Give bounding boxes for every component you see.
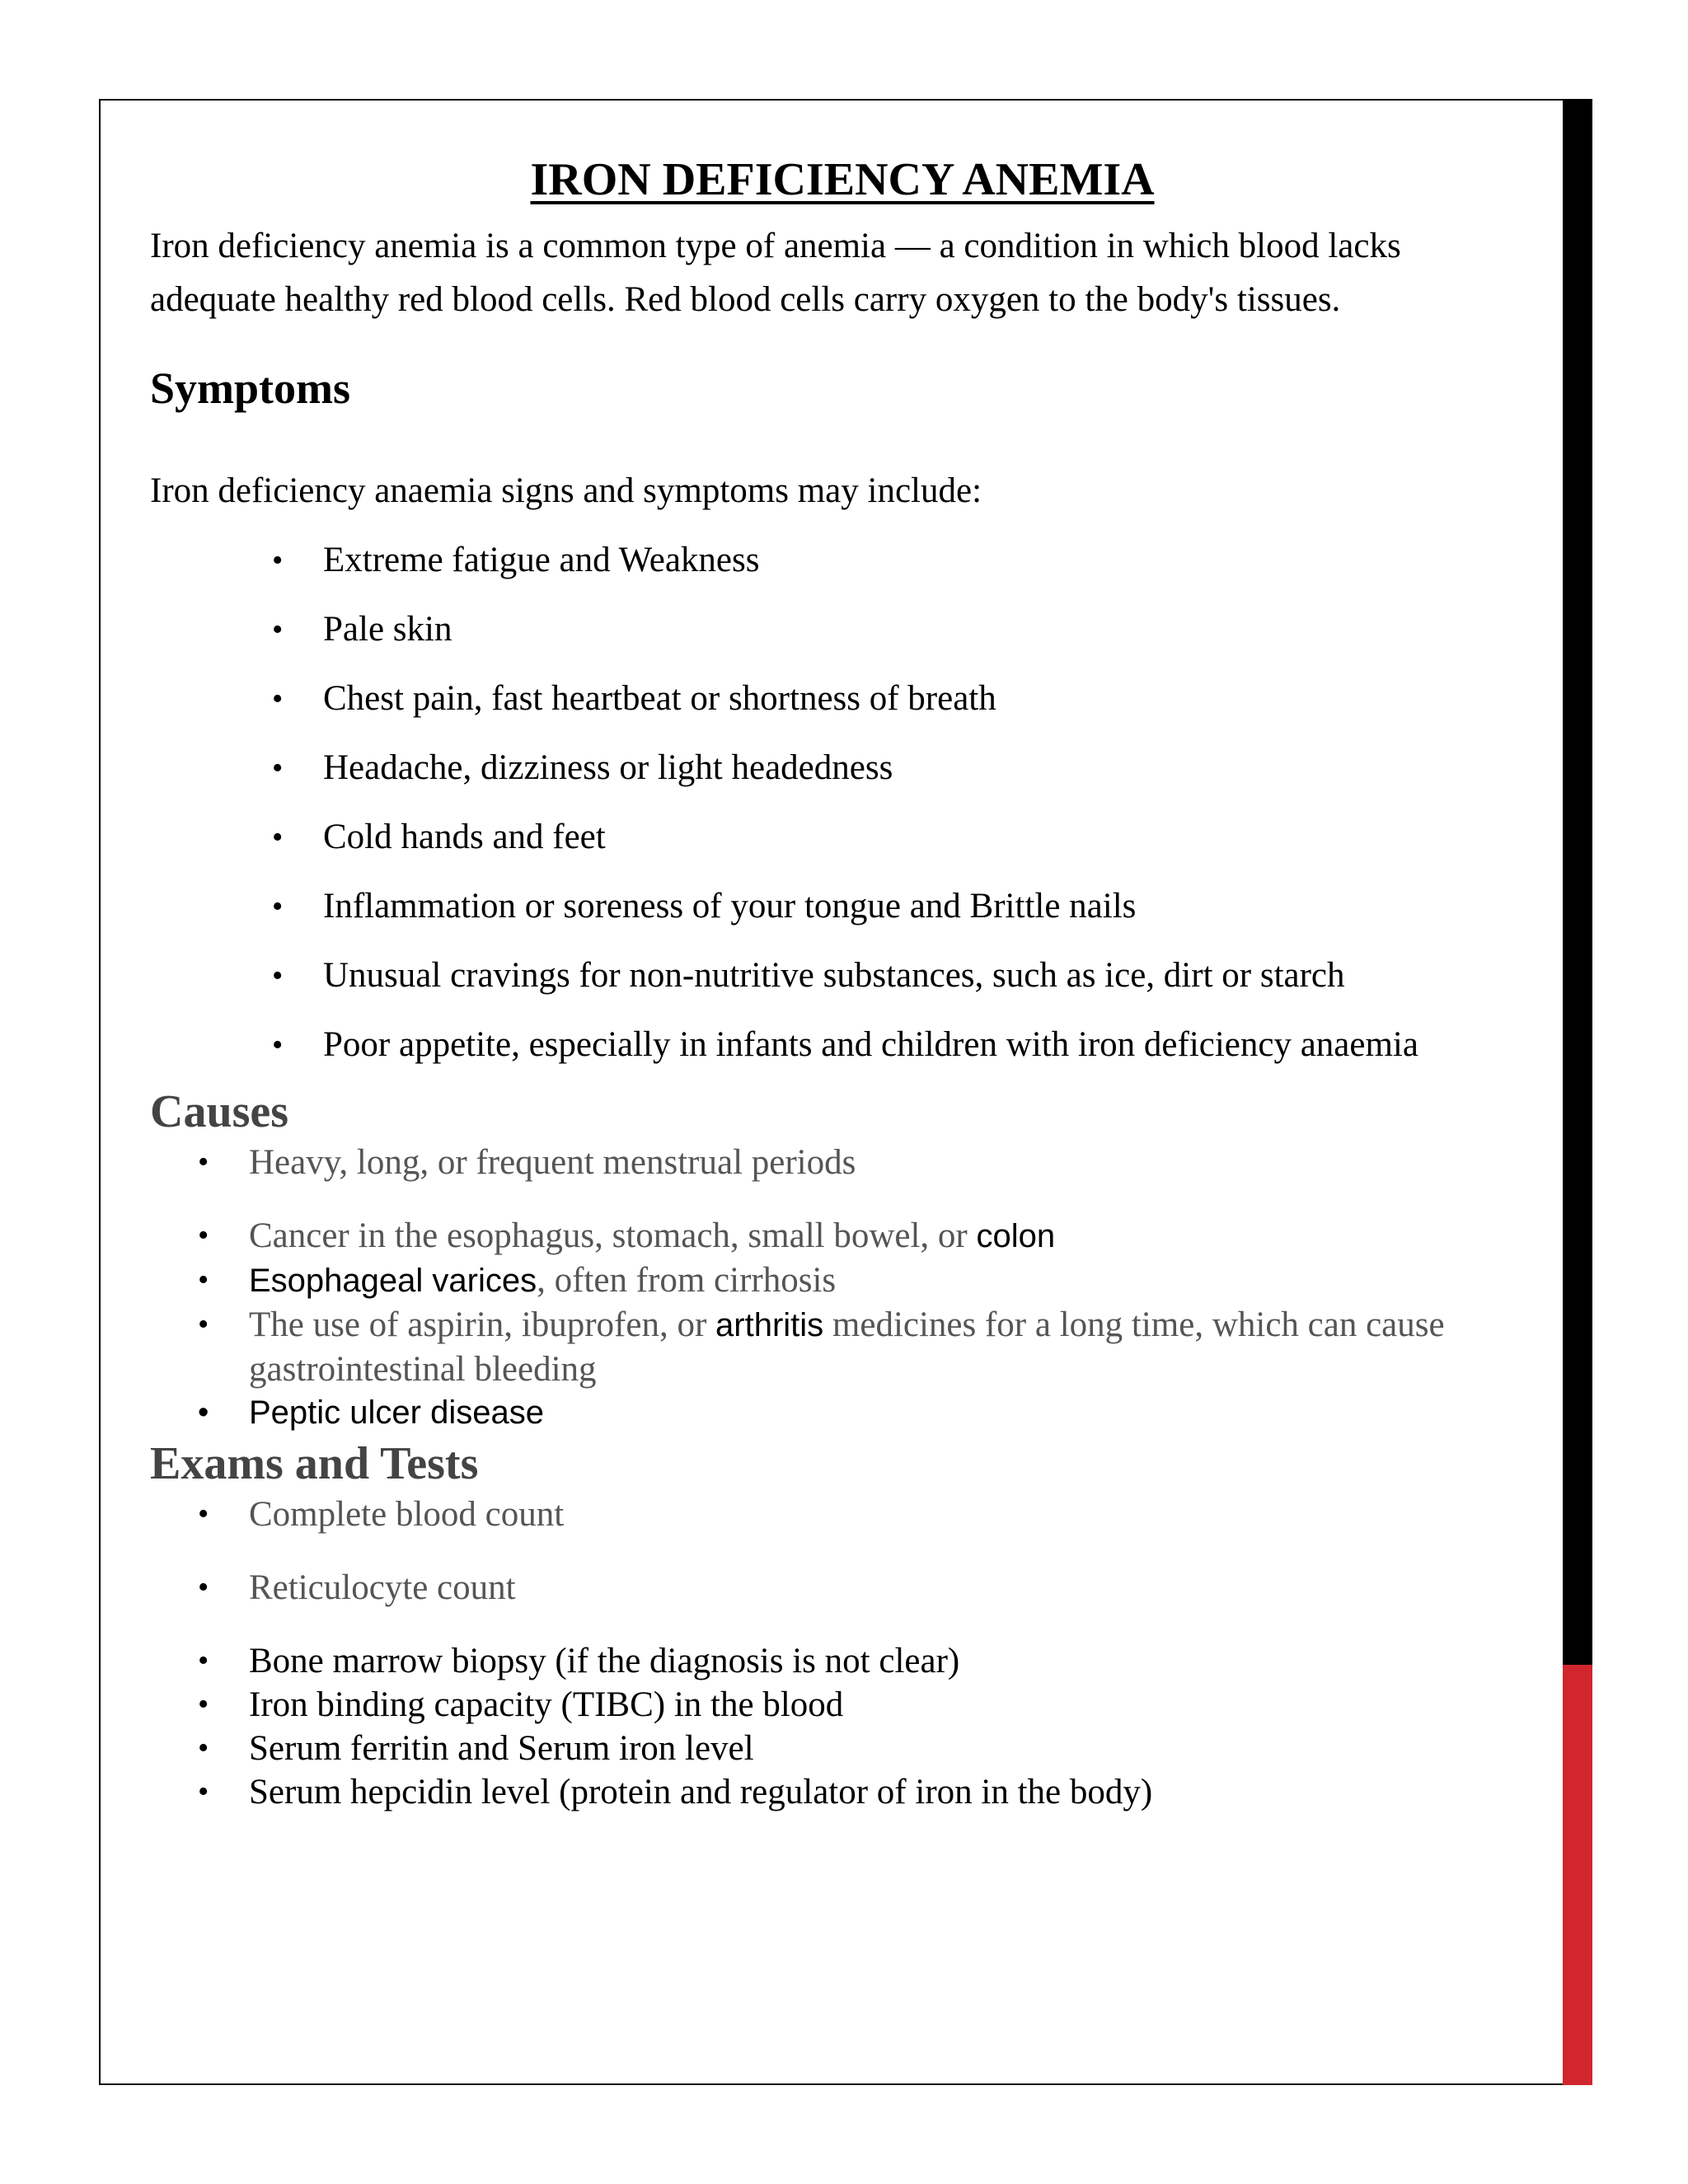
intro-paragraph: Iron deficiency anemia is a common type of anemia — a condition in which blood lacks adequate healthy red blood cells. Red blood cells carry oxygen to the body's tissues. — [150, 227, 1401, 319]
list-item: • Inflammation or soreness of your tongue and Brittle nails — [323, 885, 1535, 928]
cause-text: The use of aspirin, ibuprofen, or — [249, 1305, 716, 1344]
list-item: • Complete blood count — [249, 1493, 1535, 1536]
cause-link-esophageal-varices[interactable]: Esophageal varices — [249, 1263, 537, 1299]
exams-heading: Exams and Tests — [150, 1438, 479, 1489]
list-item: • Serum ferritin and Serum iron level — [249, 1727, 1535, 1770]
causes-list — [150, 1141, 1535, 1435]
list-item: • Cold hands and feet — [323, 816, 1535, 859]
cause-text: Cancer in the esophagus, stomach, small bowel, or — [249, 1216, 977, 1255]
cause-text: medicines for a long time, which can cause gastrointestinal bleeding — [249, 1305, 1445, 1389]
cause-link-arthritis[interactable]: arthritis — [715, 1307, 824, 1343]
list-item: • Unusual cravings for non-nutritive substances, such as ice, dirt or starch — [323, 954, 1535, 997]
symptoms-heading: Symptoms — [150, 363, 351, 413]
cause-link-colon[interactable]: colon — [976, 1218, 1056, 1254]
exams-list — [150, 1493, 1535, 1814]
list-item: • Bone marrow biopsy (if the diagnosis is not clear) — [249, 1639, 1535, 1683]
list-item: • Heavy, long, or frequent menstrual periods — [249, 1141, 1535, 1184]
cause-text: , often from cirrhosis — [537, 1261, 837, 1300]
causes-heading: Causes — [150, 1086, 289, 1137]
list-item — [249, 1214, 1535, 1258]
list-item — [249, 1303, 1535, 1391]
list-item — [249, 1258, 1535, 1303]
document-title: IRON DEFICIENCY ANEMIA — [530, 154, 1155, 205]
list-item: • Pale skin — [323, 608, 1535, 651]
list-item: • Extreme fatigue and Weakness — [323, 539, 1535, 582]
list-item: • Peptic ulcer disease — [249, 1391, 1535, 1435]
list-item: • Poor appetite, especially in infants and children with iron deficiency anaemia — [323, 1024, 1535, 1066]
side-bar-black — [1563, 99, 1592, 1665]
list-item: • Serum hepcidin level (protein and regulator of iron in the body) — [249, 1770, 1535, 1814]
symptoms-list — [150, 539, 1535, 1066]
list-item: • Chest pain, fast heartbeat or shortness of breath — [323, 677, 1535, 720]
symptoms-lead: Iron deficiency anaemia signs and symptoms may include: — [150, 471, 982, 510]
list-item: • Iron binding capacity (TIBC) in the blood — [249, 1683, 1535, 1727]
list-item: • Reticulocyte count — [249, 1566, 1535, 1610]
side-bar-red — [1563, 1665, 1592, 2085]
document-body — [150, 148, 1535, 1814]
list-item: • Headache, dizziness or light headedness — [323, 747, 1535, 790]
